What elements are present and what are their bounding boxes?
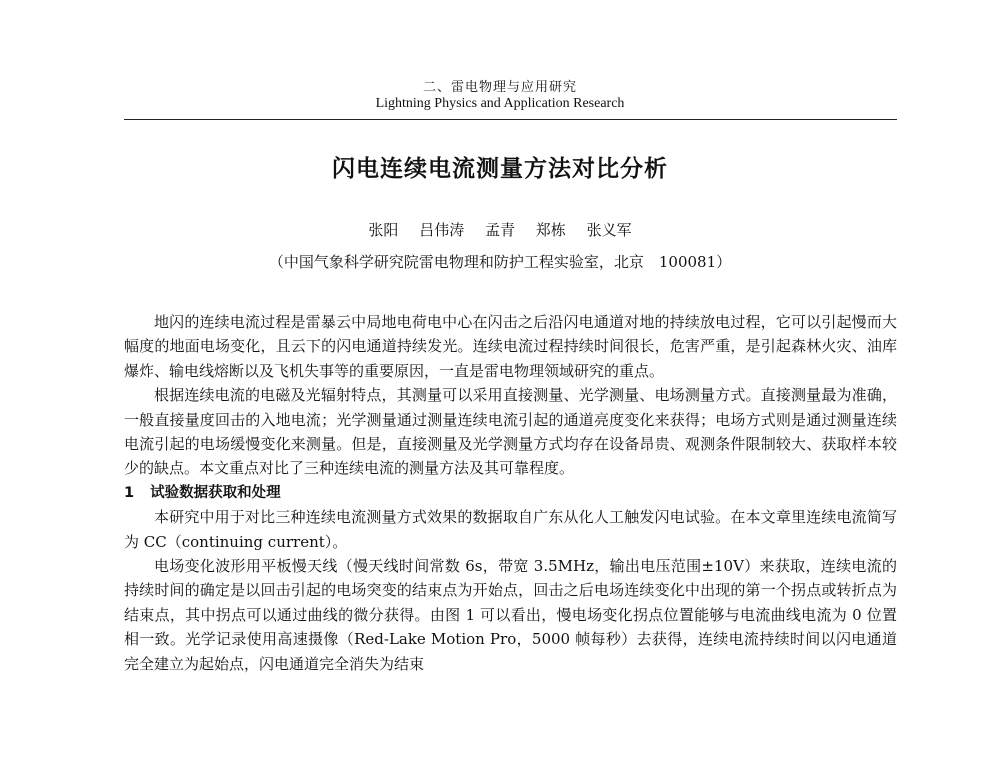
paragraph: 根据连续电流的电磁及光辐射特点，其测量可以采用直接测量、光学测量、电场测量方式。直接测量最为准确，一般直接量度回击的入地电流；光学测量通过测量连续电流引起的通道亮度变化来获得；电场方式则是通过测量连续电流引起的电场缓慢变化来测量。但是，直接测量及光学测量方式均存在设备昂贵、观测条件限制较大、获取样本较少的缺点。本文重点对比了三种连续电流的测量方法及其可靠程度。 xyxy=(124,386,897,478)
paragraph: 电场变化波形用平板慢天线（慢天线时间常数 6s，带宽 3.5MHz，输出电压范围±10V）来获取，连续电流的持续时间的确定是以回击引起的电场突变的结束点为开始点，回击之后电场连续变化中出现的第一个拐点或转折点为结束点，其中拐点可以通过曲线的微分获得。由图 1 可以看出，慢电场变化拐点位置能够与电流曲线电流为 0 位置相一致。光学记录使用高速摄像（Red-Lake Motion Pro，5000 帧每秒）去获得，连续电流持续时间以闪电通道完全建立为起始点，闪电通道完全消失为结束 xyxy=(124,557,897,673)
author: 孟青 xyxy=(484,221,515,239)
section-number: 1 xyxy=(124,484,135,501)
running-header-english: Lightning Physics and Application Research xyxy=(375,96,625,111)
section-heading xyxy=(124,481,897,505)
running-header-chinese: 二、雷电物理与应用研究 xyxy=(422,80,577,95)
paragraph: 本研究中用于对比三种连续电流测量方式效果的数据取自广东从化人工触发闪电试验。在本文章里连续电流简写为 CC（continuing current）。 xyxy=(124,508,897,551)
affiliation: （中国气象科学研究院雷电物理和防护工程实验室，北京 100081） xyxy=(268,253,732,271)
author: 张义军 xyxy=(586,221,632,239)
author-list xyxy=(0,219,1000,240)
author: 张阳 xyxy=(368,221,399,239)
body-text xyxy=(124,310,897,676)
author: 郑栋 xyxy=(535,221,566,239)
author: 吕伟涛 xyxy=(419,221,465,239)
paragraph: 地闪的连续电流过程是雷暴云中局地电荷电中心在闪击之后沿闪电通道对地的持续放电过程，它可以引起慢而大幅度的地面电场变化，且云下的闪电通道持续发光。连续电流过程持续时间很长，危害严重，是引起森林火灾、油库爆炸、输电线熔断以及飞机失事等的重要原因，一直是雷电物理领域研究的重点。 xyxy=(124,313,897,380)
section-title: 试验数据获取和处理 xyxy=(150,484,281,501)
paper-title: 闪电连续电流测量方法对比分析 xyxy=(332,156,668,182)
header-rule xyxy=(124,119,897,120)
